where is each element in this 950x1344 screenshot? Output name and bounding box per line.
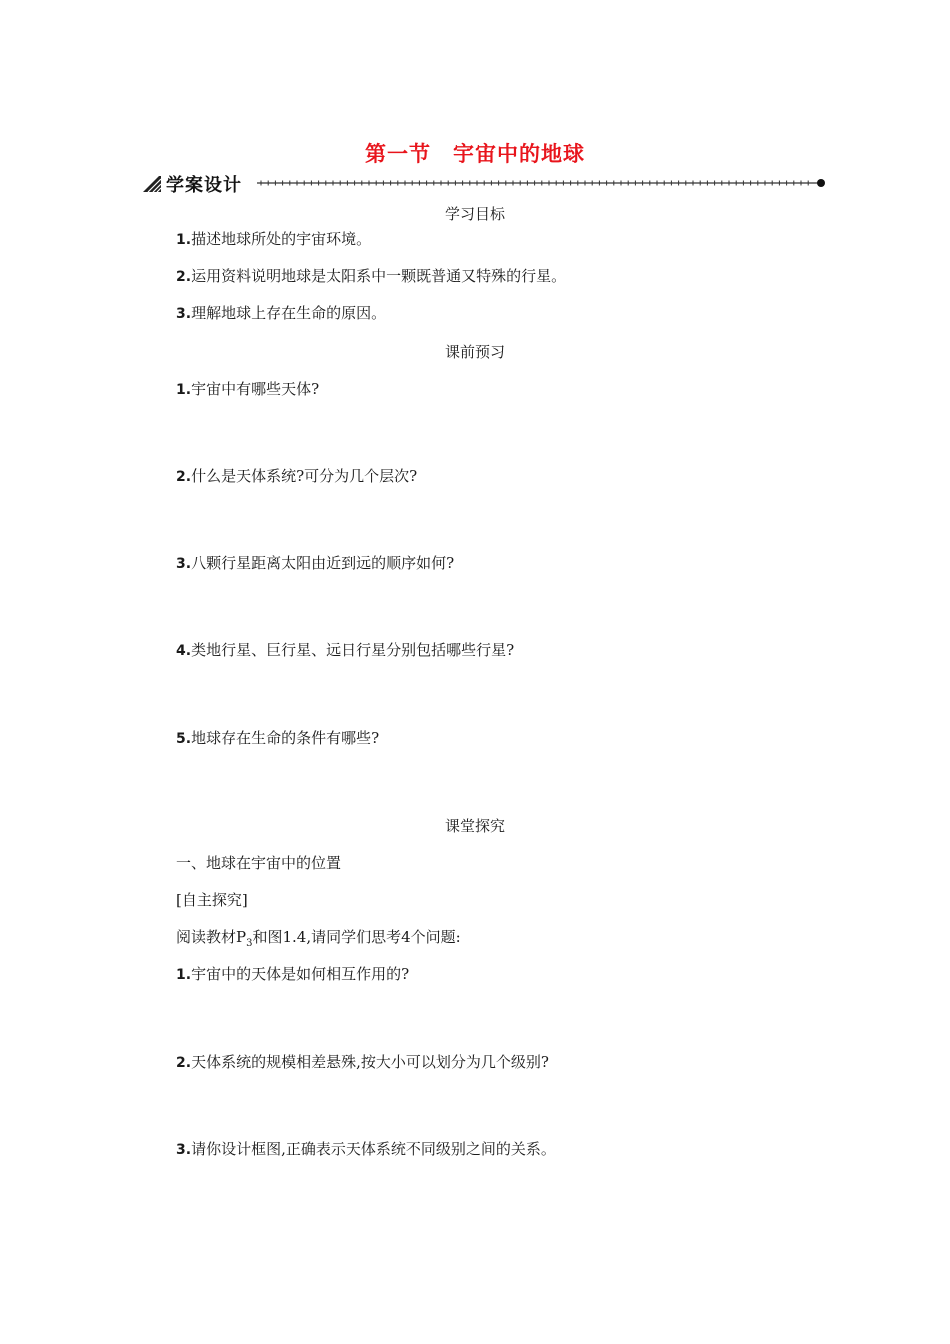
section-banner (143, 170, 826, 196)
item-text: 宇宙中有哪些天体? (191, 380, 320, 398)
intro-text: 阅读教材P (176, 928, 247, 946)
page-title: 第一节 宇宙中的地球 (365, 142, 585, 166)
item-number: 3. (176, 556, 192, 572)
banner-stripes-icon (143, 174, 163, 192)
objective-item (176, 265, 566, 286)
inquiry-subheading: 一、地球在宇宙中的位置 (176, 854, 342, 872)
banner-label: 学案设计 (166, 175, 242, 196)
item-number: 3. (176, 1142, 192, 1158)
item-number: 1. (176, 967, 192, 983)
item-text: 宇宙中的天体是如何相互作用的? (191, 965, 410, 983)
banner-dotted-rule (257, 176, 827, 190)
inquiry-heading: 课堂探究 (444, 817, 505, 835)
item-number: 5. (176, 731, 192, 747)
item-number: 4. (176, 643, 192, 659)
objective-item (176, 228, 371, 249)
preview-heading: 课前预习 (444, 343, 505, 361)
item-text: 描述地球所处的宇宙环境。 (191, 230, 372, 248)
item-text: 地球存在生命的条件有哪些? (191, 729, 380, 747)
inquiry-bracket-label: [自主探究] (176, 891, 248, 909)
item-number: 1. (176, 382, 192, 398)
item-text: 运用资料说明地球是太阳系中一颗既普通又特殊的行星。 (191, 267, 567, 285)
inquiry-question (176, 1138, 556, 1159)
intro-text-rest: 和图1.4,请同学们思考4个问题: (252, 928, 461, 946)
preview-question (176, 552, 454, 573)
preview-question (176, 378, 319, 399)
item-number: 2. (176, 1055, 192, 1071)
preview-question (176, 727, 379, 748)
item-text: 什么是天体系统?可分为几个层次? (191, 467, 418, 485)
intro-page-number: 3 (246, 938, 253, 949)
item-text: 天体系统的规模相差悬殊,按大小可以划分为几个级别? (191, 1053, 549, 1071)
item-text: 类地行星、巨行星、远日行星分别包括哪些行星? (191, 641, 515, 659)
objectives-heading: 学习目标 (444, 205, 505, 223)
item-number: 1. (176, 232, 192, 248)
preview-question (176, 639, 514, 660)
preview-question (176, 465, 417, 486)
item-number: 2. (176, 469, 192, 485)
item-text: 理解地球上存在生命的原因。 (191, 304, 387, 322)
item-text: 请你设计框图,正确表示天体系统不同级别之间的关系。 (191, 1140, 556, 1158)
item-text: 八颗行星距离太阳由近到远的顺序如何? (191, 554, 455, 572)
item-number: 3. (176, 306, 192, 322)
inquiry-question (176, 963, 409, 984)
objective-item (176, 302, 386, 323)
inquiry-intro (176, 926, 461, 949)
item-number: 2. (176, 269, 192, 285)
inquiry-question (176, 1051, 549, 1072)
